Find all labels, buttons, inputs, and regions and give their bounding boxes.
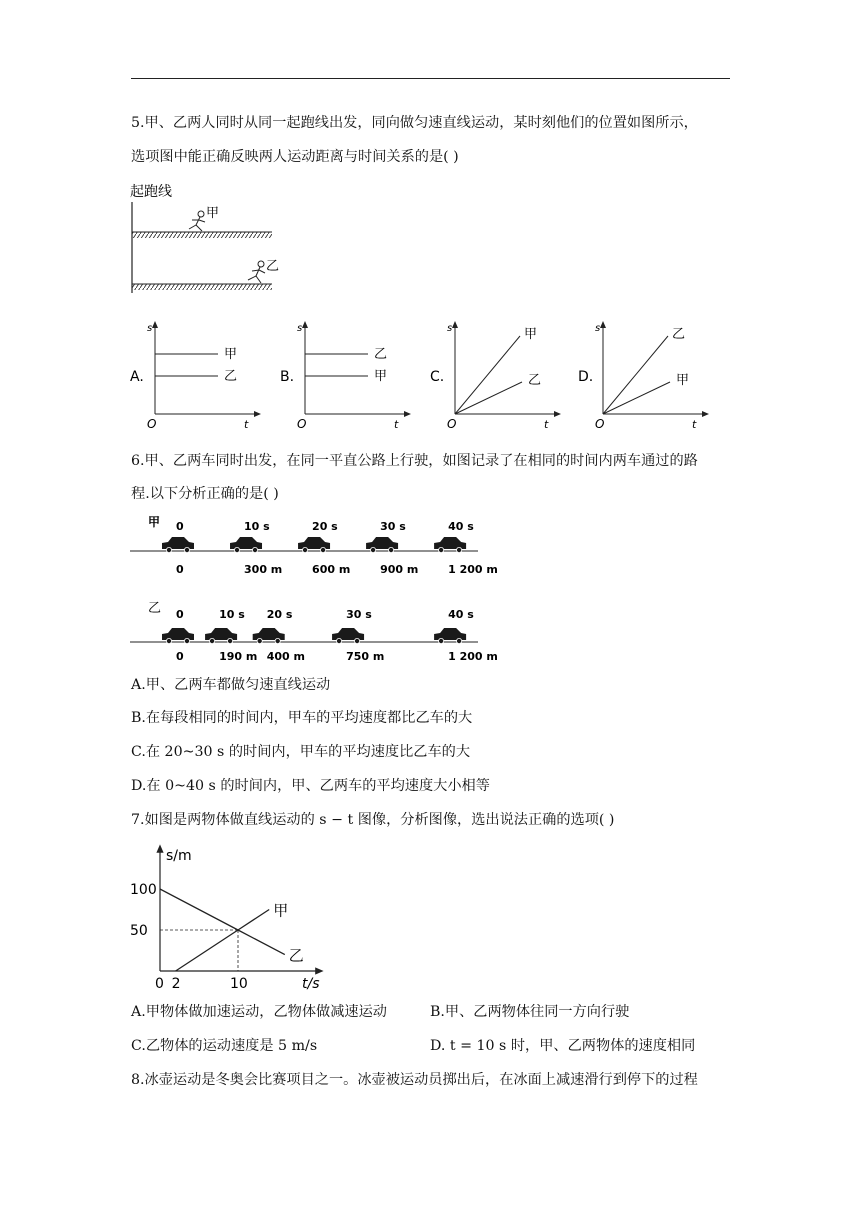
- q6-text-line2: 程.以下分析正确的是( ): [131, 486, 279, 502]
- q7-ylabel: s/m: [166, 848, 192, 864]
- x-tick-label: 10: [230, 976, 248, 992]
- track-upper: [132, 232, 272, 238]
- series-label-steep: 甲: [524, 327, 538, 342]
- car-icon: [253, 628, 285, 644]
- series-line-yi: [160, 889, 285, 955]
- q7-xlabel: t/s: [302, 976, 320, 992]
- car-a-dist: 0: [176, 563, 184, 576]
- car-a-time: 40 s: [448, 520, 474, 533]
- series-line-steep: [455, 336, 520, 414]
- car-b-time: 20 s: [266, 608, 293, 621]
- car-a-label: 甲: [148, 515, 161, 529]
- series-label-bottom: 乙: [224, 369, 238, 384]
- car-a-dist: 600 m: [312, 563, 351, 576]
- car-b-time: 30 s: [346, 608, 372, 621]
- axis-s-label: s: [147, 323, 153, 334]
- runner-b-label: 乙: [266, 259, 280, 274]
- car-a-time: 0: [176, 520, 184, 533]
- series-line-shallow: [603, 382, 670, 414]
- car-b-label: 乙: [148, 601, 162, 616]
- car-a-dist: 900 m: [380, 563, 419, 576]
- q8-text-line1: 8.冰壶运动是冬奥会比赛项目之一。冰壶被运动员掷出后，在冰面上减速滑行到停下的过程: [131, 1072, 698, 1088]
- car-b-time: 10 s: [219, 608, 245, 621]
- car-a-time: 20 s: [312, 520, 338, 533]
- option-letter: A.: [130, 369, 144, 385]
- car-icon: [434, 537, 466, 553]
- car-b-dist: 1 200 m: [448, 650, 498, 663]
- car-icon: [366, 537, 398, 553]
- series-label-top: 甲: [224, 347, 238, 362]
- axis-t-label: t: [544, 418, 549, 431]
- q5-text-line2: 选项图中能正确反映两人运动距离与时间关系的是( ): [131, 149, 459, 165]
- series-label-yi: 乙: [288, 946, 304, 965]
- axis-t-label: t: [692, 418, 697, 431]
- series-label-steep: 乙: [672, 327, 686, 342]
- series-line-shallow: [455, 382, 522, 414]
- q7-choice-c: C.乙物体的运动速度是 5 m/s: [131, 1038, 318, 1054]
- q5-text-line1: 5.甲、乙两人同时从同一起跑线出发，同向做匀速直线运动，某时刻他们的位置如图所示，: [131, 115, 698, 131]
- q7-choice-d: D. t = 10 s 时，甲、乙两物体的速度相同: [430, 1038, 696, 1054]
- series-label-bottom: 甲: [374, 369, 388, 384]
- q6-choice-a: A.甲、乙两车都做匀速直线运动: [131, 677, 331, 693]
- car-b-time: 40 s: [448, 608, 474, 621]
- series-label-shallow: 甲: [676, 373, 690, 388]
- q6-cars-figure: [130, 510, 498, 670]
- q7-choice-b: B.甲、乙两物体往同一方向行驶: [430, 1004, 630, 1020]
- series-label-top: 乙: [374, 347, 388, 362]
- q7-text-line1: 7.如图是两物体做直线运动的 s − t 图像，分析图像，选出说法正确的选项( ): [131, 812, 615, 828]
- q6-choice-b: B.在每段相同的时间内，甲车的平均速度都比乙车的大: [131, 710, 473, 726]
- q6-choice-c: C.在 20~30 s 的时间内，甲车的平均速度比乙车的大: [131, 744, 471, 760]
- y-tick-label: 100: [130, 882, 157, 898]
- header-rule: [131, 78, 730, 79]
- option-letter: C.: [430, 369, 445, 385]
- runner-a-icon: [189, 211, 205, 231]
- series-line-steep: [603, 336, 668, 414]
- track-lower: [132, 284, 272, 290]
- x-tick-label: 0: [155, 976, 164, 992]
- car-icon: [205, 628, 237, 644]
- car-a-dist: 300 m: [244, 563, 283, 576]
- origin-label: O: [147, 417, 157, 431]
- option-letter: B.: [280, 369, 295, 385]
- axis-s-label: s: [595, 323, 601, 334]
- series-label-shallow: 乙: [528, 373, 542, 388]
- car-icon: [298, 537, 330, 553]
- car-b-dist: 0: [176, 650, 184, 663]
- q5-option-d-graph: [578, 316, 718, 436]
- q5-start-line-figure: [128, 180, 278, 300]
- axis-t-label: t: [394, 418, 399, 431]
- car-a-dist: 1 200 m: [448, 563, 498, 576]
- car-icon: [230, 537, 262, 553]
- q5-option-c-graph: [430, 316, 570, 436]
- runner-a-label: 甲: [206, 206, 220, 221]
- q6-text-line1: 6.甲、乙两车同时出发，在同一平直公路上行驶，如图记录了在相同的时间内两车通过的路: [131, 453, 698, 469]
- car-a-time: 30 s: [380, 520, 406, 533]
- start-line-label: 起跑线: [130, 184, 172, 200]
- car-b-dist: 750 m: [346, 650, 385, 663]
- car-b-dist: 400 m: [266, 650, 305, 663]
- car-icon: [434, 628, 466, 644]
- car-b-dist: 190 m: [219, 650, 258, 663]
- car-icon: [162, 628, 194, 644]
- axis-t-label: t: [244, 418, 249, 431]
- q6-choice-d: D.在 0~40 s 的时间内，甲、乙两车的平均速度大小相等: [131, 778, 490, 794]
- car-icon: [162, 537, 194, 553]
- axis-s-label: s: [297, 323, 303, 334]
- x-tick-label: 2: [171, 976, 181, 992]
- q7-choice-a: A.甲物体做加速运动，乙物体做减速运动: [131, 1004, 387, 1020]
- axis-s-label: s: [447, 323, 453, 334]
- origin-label: O: [447, 417, 457, 431]
- car-b-time: 0: [176, 608, 184, 621]
- y-tick-label: 50: [130, 923, 148, 939]
- series-label-jia: 甲: [273, 901, 289, 920]
- car-icon: [332, 628, 364, 644]
- option-letter: D.: [578, 369, 594, 385]
- series-line-jia: [176, 910, 270, 972]
- runner-b-icon: [248, 261, 265, 283]
- q5-option-b-graph: [280, 316, 420, 436]
- car-a-time: 10 s: [244, 520, 270, 533]
- origin-label: O: [595, 417, 605, 431]
- q7-st-chart: [120, 838, 330, 992]
- q5-option-a-graph: [130, 316, 270, 436]
- origin-label: O: [297, 417, 307, 431]
